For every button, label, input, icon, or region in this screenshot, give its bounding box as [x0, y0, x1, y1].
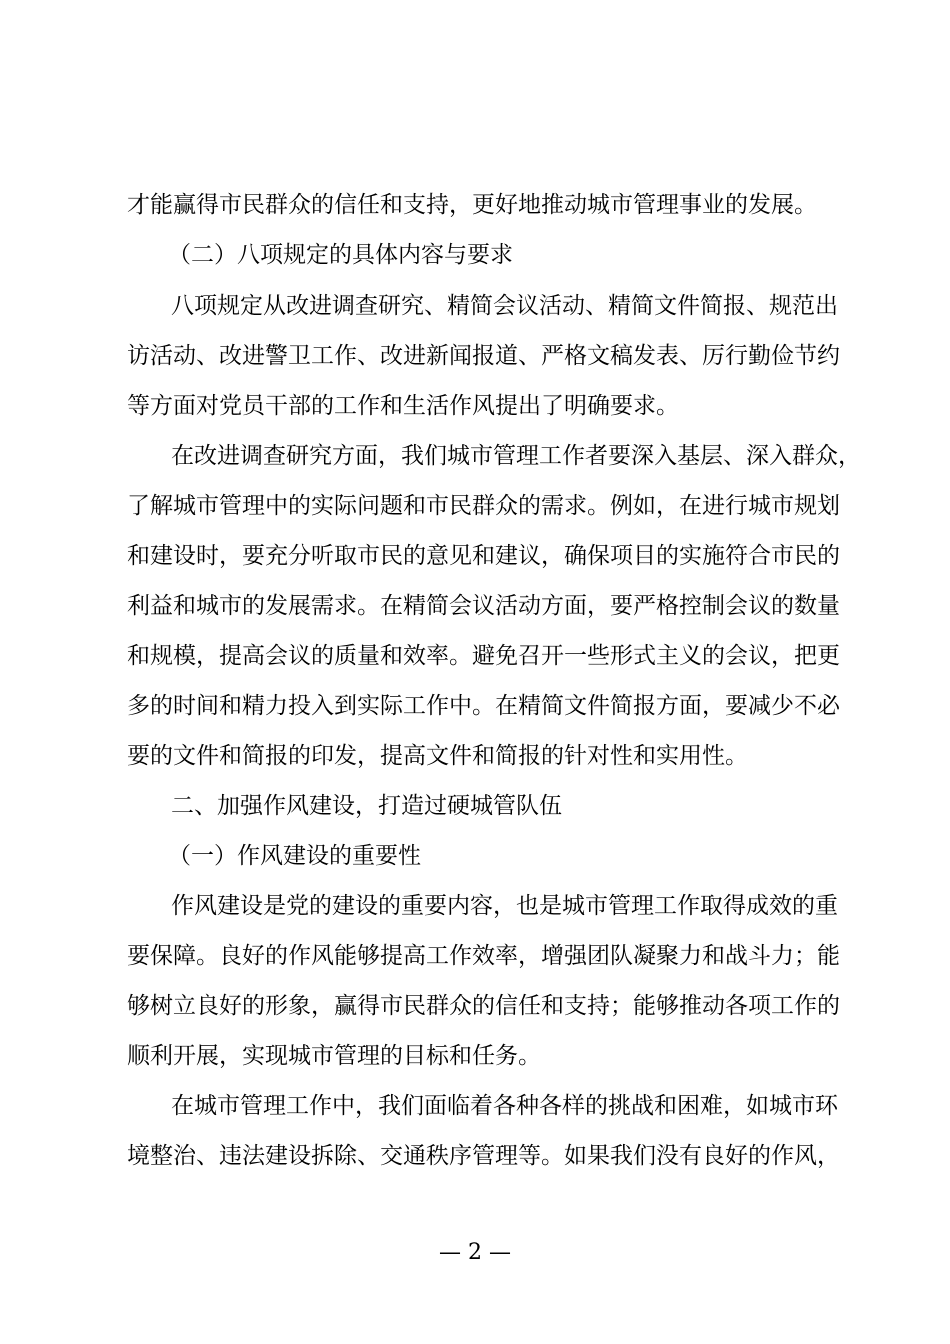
subheading-eight-rules: （二）八项规定的具体内容与要求: [168, 242, 513, 268]
body-line-4: 访活动、改进警卫工作、改进新闻报道、严格文稿发表、厉行勤俭节约: [127, 343, 840, 369]
body-line-1: 才能赢得市民群众的信任和支持，更好地推动城市管理事业的发展。: [127, 192, 817, 218]
body-line-5: 等方面对党员干部的工作和生活作风提出了明确要求。: [127, 393, 679, 419]
body-line-9: 利益和城市的发展需求。在精简会议活动方面，要严格控制会议的数量: [127, 593, 840, 619]
body-line-3: 八项规定从改进调查研究、精简会议活动、精简文件简报、规范出: [171, 293, 838, 319]
body-line-19: 在城市管理工作中，我们面临着各种各样的挑战和困难，如城市环: [171, 1093, 838, 1119]
subheading-importance: （一）作风建设的重要性: [168, 843, 421, 869]
body-line-8: 和建设时，要充分听取市民的意见和建议，确保项目的实施符合市民的: [127, 543, 840, 569]
body-line-16: 要保障。良好的作风能够提高工作效率，增强团队凝聚力和战斗力；能: [127, 943, 840, 969]
body-line-6: 在改进调查研究方面，我们城市管理工作者要深入基层、深入群众，: [171, 443, 861, 469]
body-line-17: 够树立良好的形象，赢得市民群众的信任和支持；能够推动各项工作的: [127, 993, 840, 1019]
section-heading-two: 二、加强作风建设，打造过硬城管队伍: [171, 793, 562, 819]
body-line-15: 作风建设是党的建设的重要内容，也是城市管理工作取得成效的重: [171, 893, 838, 919]
body-line-11: 多的时间和精力投入到实际工作中。在精简文件简报方面，要减少不必: [127, 693, 840, 719]
body-line-10: 和规模，提高会议的质量和效率。避免召开一些形式主义的会议，把更: [127, 643, 840, 669]
body-line-12: 要的文件和简报的印发，提高文件和简报的针对性和实用性。: [127, 743, 748, 769]
body-line-7: 了解城市管理中的实际问题和市民群众的需求。例如，在进行城市规划: [127, 493, 840, 519]
page-number: — 2 —: [439, 1240, 511, 1265]
body-line-20: 境整治、违法建设拆除、交通秩序管理等。如果我们没有良好的作风，: [127, 1143, 840, 1169]
body-line-18: 顺利开展，实现城市管理的目标和任务。: [127, 1043, 541, 1069]
